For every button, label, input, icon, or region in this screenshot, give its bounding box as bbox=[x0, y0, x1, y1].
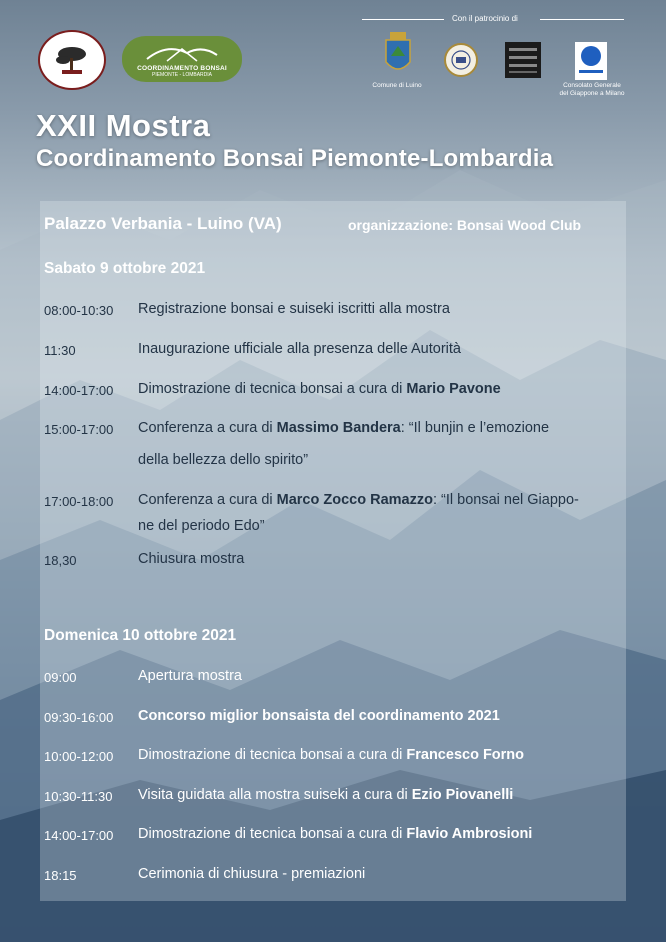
schedule-event: Apertura mostra bbox=[138, 668, 242, 684]
coord-logo-line1: COORDINAMENTO BONSAI bbox=[137, 65, 227, 72]
luino-coat-of-arms-icon bbox=[382, 32, 414, 78]
patron-caption-consulate: Consolato Generale del Giappone a Milano bbox=[559, 82, 625, 97]
speaker-name: Francesco Forno bbox=[406, 747, 525, 763]
schedule-time: 17:00-18:00 bbox=[44, 494, 114, 509]
speaker-name: Flavio Ambrosioni bbox=[406, 826, 533, 842]
contest-title: Concorso miglior bonsaista del coordinamento 2021 bbox=[138, 708, 500, 724]
square-logo-icon bbox=[505, 42, 541, 78]
divider-left bbox=[362, 19, 444, 20]
schedule-time: 15:00-17:00 bbox=[44, 422, 114, 437]
schedule-time: 18:15 bbox=[44, 868, 77, 883]
schedule-time: 14:00-17:00 bbox=[44, 383, 114, 398]
schedule-time: 08:00-10:30 bbox=[44, 303, 114, 318]
divider-right bbox=[540, 19, 624, 20]
round-seal-icon bbox=[443, 42, 479, 78]
consulate-logo-icon bbox=[575, 42, 607, 80]
coord-logo-line2: PIEMONTE - LOMBARDIA bbox=[151, 72, 212, 78]
schedule-time: 11:30 bbox=[44, 343, 76, 358]
schedule-event: Visita guidata alla mostra suiseki a cura di Ezio Piovanelli bbox=[138, 787, 514, 803]
event-title: XXII Mostra bbox=[36, 108, 211, 143]
schedule-time: 10:00-12:00 bbox=[44, 749, 114, 764]
schedule-event: Conferenza a cura di Massimo Bandera: “Il bunjin e l’emozione bbox=[138, 420, 550, 436]
coord-emblem-icon bbox=[137, 41, 227, 65]
schedule-time: 09:30-16:00 bbox=[44, 710, 114, 725]
day-heading-sunday: Domenica 10 ottobre 2021 bbox=[44, 627, 237, 644]
speaker-name: Massimo Bandera bbox=[276, 420, 401, 436]
event-subtitle: Coordinamento Bonsai Piemonte-Lombardia bbox=[36, 145, 554, 172]
schedule-time: 18,30 bbox=[44, 553, 77, 568]
schedule-time: 10:30-11:30 bbox=[44, 789, 113, 804]
schedule-event: Conferenza a cura di Marco Zocco Ramazzo: “Il bonsai nel Giappo- bbox=[138, 492, 579, 508]
bonsai-tree-icon bbox=[50, 40, 94, 80]
schedule-time: 09:00 bbox=[44, 670, 77, 685]
schedule-event bbox=[138, 708, 500, 724]
day-heading-saturday: Sabato 9 ottobre 2021 bbox=[44, 260, 206, 277]
venue: Palazzo Verbania - Luino (VA) bbox=[44, 214, 282, 233]
speaker-name: Ezio Piovanelli bbox=[411, 787, 514, 803]
schedule-event: Dimostrazione di tecnica bonsai a cura di Flavio Ambrosioni bbox=[138, 826, 533, 842]
schedule-event-continued: ne del periodo Edo” bbox=[138, 518, 265, 534]
speaker-name: Mario Pavone bbox=[406, 381, 501, 397]
bonsai-wood-club-logo bbox=[38, 30, 106, 90]
patron-caption-luino: Comune di Luino bbox=[372, 82, 422, 89]
organizer: organizzazione: Bonsai Wood Club bbox=[348, 217, 582, 233]
coordinamento-bonsai-logo bbox=[122, 36, 242, 82]
schedule-event: Cerimonia di chiusura - premiazioni bbox=[138, 866, 366, 882]
speaker-name: Marco Zocco Ramazzo bbox=[276, 492, 433, 508]
schedule-event-continued: della bellezza dello spirito” bbox=[138, 452, 309, 468]
schedule-time: 14:00-17:00 bbox=[44, 828, 114, 843]
schedule-event: Inaugurazione ufficiale alla presenza delle Autorità bbox=[138, 341, 461, 357]
schedule-event: Dimostrazione di tecnica bonsai a cura di Mario Pavone bbox=[138, 381, 501, 397]
schedule-event: Chiusura mostra bbox=[138, 551, 245, 567]
schedule-event: Registrazione bonsai e suiseki iscritti alla mostra bbox=[138, 301, 450, 317]
schedule-event: Dimostrazione di tecnica bonsai a cura di Francesco Forno bbox=[138, 747, 525, 763]
patronage-label: Con il patrocinio di bbox=[452, 14, 518, 23]
